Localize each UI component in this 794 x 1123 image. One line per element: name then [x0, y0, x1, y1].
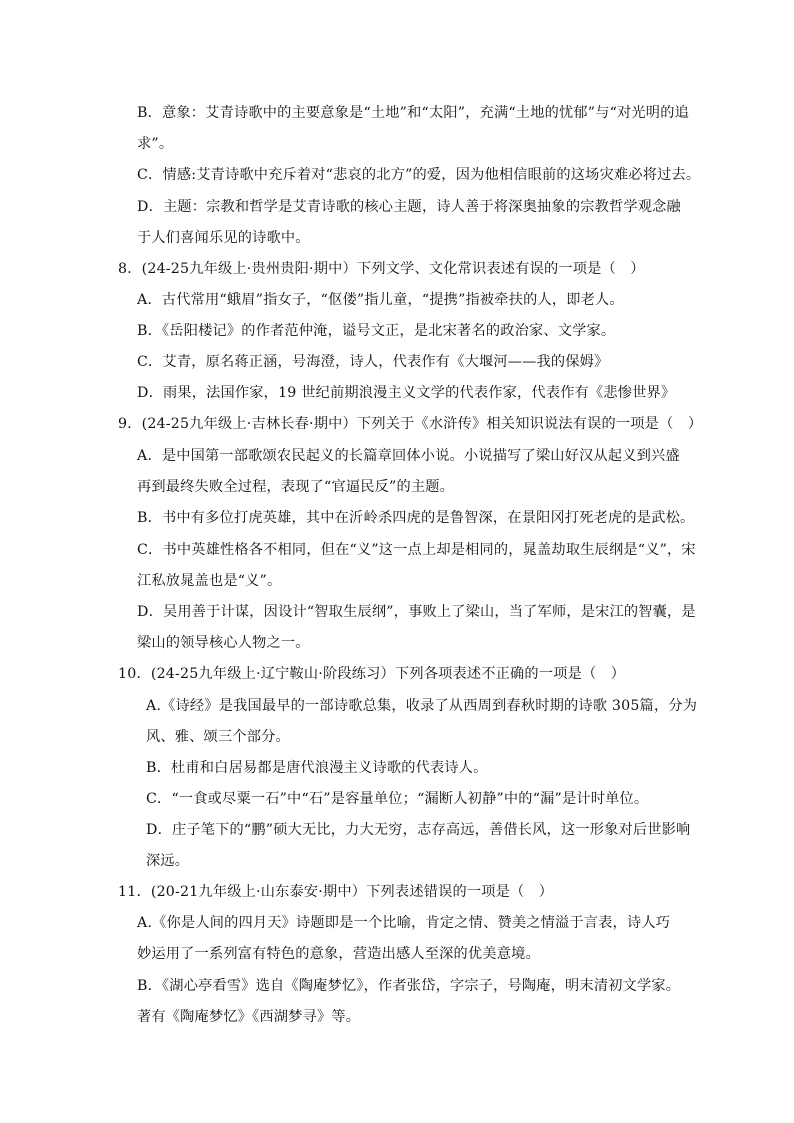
option-d-line-1: D．主题：宗教和哲学是艾青诗歌的核心主题，诗人善于将深奥抽象的宗教哲学观念融 — [137, 199, 681, 215]
q10-option-c: C．“一食或尽粟一石”中“石”是容量单位；“漏断人初静”中的“漏”是计时单位。 — [146, 791, 649, 807]
option-b-line-1: B．意象：艾青诗歌中的主要意象是“土地”和“太阳”，充满“土地的忧郁”与“对光明的追 — [137, 105, 689, 121]
q10-option-a-line-1: A.《诗经》是我国最早的一部诗歌总集，收录了从西周到春秋时期的诗歌 305篇，分为 — [146, 698, 698, 714]
q11-option-a-line-2: 妙运用了一系列富有特色的意象，营造出感人至深的优美意境。 — [137, 946, 540, 962]
q10-option-a-line-2: 风、雅、颂三个部分。 — [146, 729, 290, 745]
option-b-line-2: 求”。 — [137, 136, 174, 152]
option-d-line-2: 于人们喜闻乐见的诗歌中。 — [137, 230, 310, 246]
question-8-stem: 8．(24-25九年级上·贵州贵阳·期中）下列文学、文化常识表述有误的一项是（ ） — [118, 261, 645, 277]
question-11-stem: 11．(20-21九年级上·山东泰安·期中）下列表述错误的一项是（ ） — [118, 884, 554, 900]
q8-option-b: B．《岳阳楼记》的作者范仲淹，谥号文正，是北宋著名的政治家、文学家。 — [137, 323, 616, 339]
q10-option-d-line-1: D．庄子笔下的“鹏”硕大无比，力大无穷，志存高远，善借长风，这一形象对后世影响 — [146, 822, 691, 838]
q10-option-d-line-2: 深远。 — [146, 853, 190, 869]
q9-option-d-line-1: D．吴用善于计谋，因设计“智取生辰纲”，事败上了梁山，当了军师，是宋江的智囊，是 — [137, 604, 696, 620]
q9-option-a-line-1: A．是中国第一部歌颂农民起义的长篇章回体小说。小说描写了梁山好汉从起义到兴盛 — [137, 448, 680, 464]
q9-option-d-line-2: 梁山的领导核心人物之一。 — [137, 635, 310, 651]
q9-option-c-line-2: 江私放晁盖也是“义”。 — [137, 573, 282, 589]
question-10-stem: 10．(24-25九年级上·辽宁鞍山·阶段练习）下列各项表述不正确的一项是（ ） — [118, 666, 626, 682]
q11-option-b-line-2: 著有《陶庵梦忆》《西湖梦寻》等。 — [137, 1009, 361, 1025]
q9-option-c-line-1: C．书中英雄性格各不相同，但在“义”这一点上却是相同的，晁盖劫取生辰纲是“义”，宋 — [137, 542, 696, 558]
q11-option-a-line-1: A.《你是人间的四月天》诗题即是一个比喻，肯定之情、赞美之情溢于言表，诗人巧 — [137, 915, 671, 931]
q8-option-a: A．古代常用“蛾眉”指女子，“伛偻”指儿童，“提携”指被牵扶的人，即老人。 — [137, 292, 624, 308]
q9-option-b: B．书中有多位打虎英雄，其中在沂岭杀四虎的是鲁智深，在景阳冈打死老虎的是武松。 — [137, 510, 695, 526]
q8-option-d: D．雨果，法国作家，19 世纪前期浪漫主义文学的代表作家，代表作有《悲惨世界》 — [137, 385, 676, 401]
q11-option-b-line-1: B．《湖心亭看雪》选自《陶庵梦忆》，作者张岱，字宗子，号陶庵，明末清初文学家。 — [137, 978, 681, 994]
q9-option-a-line-2: 再到最终失败全过程，表现了“官逼民反”的主题。 — [137, 479, 455, 495]
q10-option-b: B．杜甫和白居易都是唐代浪漫主义诗歌的代表诗人。 — [146, 760, 488, 776]
option-c-line: C．情感:艾青诗歌中充斥着对“悲哀的北方”的爱，因为他相信眼前的这场灾难必将过去。 — [137, 167, 701, 183]
question-9-stem: 9．(24-25九年级上·吉林长春·期中）下列关于《水浒传》相关知识说法有误的一项是（ ） — [118, 416, 703, 432]
q8-option-c: C．艾青，原名蒋正涵，号海澄，诗人，代表作有《大堰河——我的保姆》 — [137, 354, 609, 370]
